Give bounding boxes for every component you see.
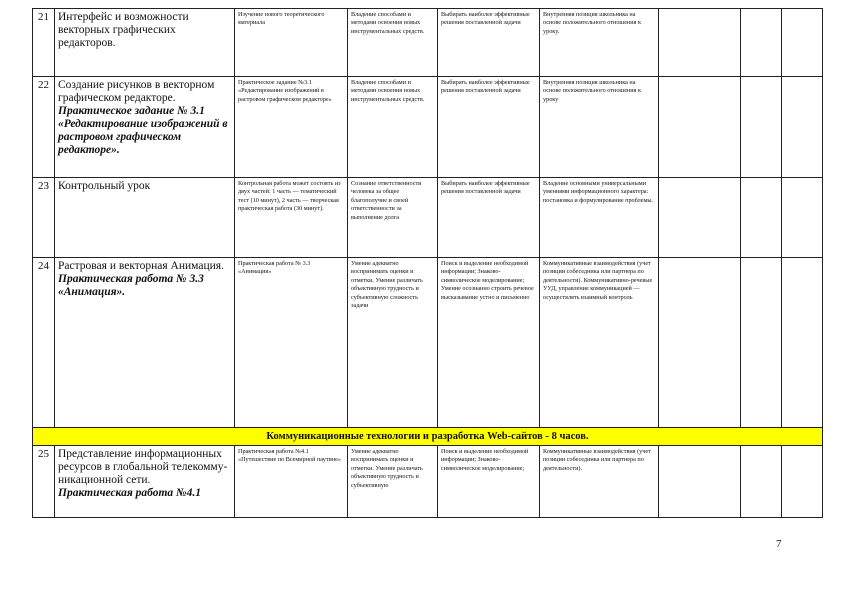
- empty-cell: [741, 258, 782, 428]
- section-header-row: [33, 428, 823, 446]
- table-row: [33, 446, 823, 518]
- page-number: 7: [776, 538, 782, 550]
- personal-outcomes: Сознание ответственности человека за общее благополучие и своей ответственности за выполнение долга: [348, 178, 438, 258]
- personal-outcomes: Умение адекватно воспринимать оценки и отметки. Умение различать объективную трудность и субъективную сложность задачи: [348, 258, 438, 428]
- row-number: 25: [33, 446, 55, 518]
- empty-cell: [782, 258, 823, 428]
- empty-cell: [659, 77, 741, 178]
- lesson-content: Контрольная работа может состоять из двух частей: 1 часть — тематический тест (10 минут), 2 часть — творческая практическая работа (30 минут).: [235, 178, 348, 258]
- empty-cell: [741, 178, 782, 258]
- regulatory-outcomes: Выбирать наиболее эффективные решения поставленной задачи: [438, 9, 540, 77]
- table-row: [33, 9, 823, 77]
- lesson-content: Изучение нового теоретического материала: [235, 9, 348, 77]
- communicative-outcomes: Коммуникативные взаимодействия (учет позиции собеседника или партнера по деятельности).: [540, 446, 659, 518]
- empty-cell: [741, 446, 782, 518]
- empty-cell: [659, 446, 741, 518]
- empty-cell: [659, 258, 741, 428]
- section-title: Коммуникационные технологии и разработка Web-сайтов - 8 часов.: [33, 428, 823, 446]
- personal-outcomes: Владение способами и методами освоения новых инструментальных средств.: [348, 77, 438, 178]
- regulatory-outcomes: Выбирать наиболее эффективные решения поставленной задачи: [438, 77, 540, 178]
- communicative-outcomes: Владение основными универсальными умениями информационного характера: постановка и формулирование проблемы.: [540, 178, 659, 258]
- personal-outcomes: Умение адекватно воспринимать оценки и отметки. Умение различать объективную трудность и субъективную: [348, 446, 438, 518]
- lesson-topic: Представление информационных ресурсов в глобальной телекомму-никационной сети. Практическая работа №4.1: [55, 446, 235, 518]
- table-row: [33, 77, 823, 178]
- communicative-outcomes: Внутренняя позиция школьника на основе положительного отношения к уроку.: [540, 9, 659, 77]
- table-row: [33, 178, 823, 258]
- row-number: 22: [33, 77, 55, 178]
- empty-cell: [782, 9, 823, 77]
- communicative-outcomes: Внутренняя позиция школьника на основе положительного отношения к уроку: [540, 77, 659, 178]
- empty-cell: [782, 446, 823, 518]
- lesson-topic: Растровая и векторная Анимация. Практическая работа № 3.3 «Анимация».: [55, 258, 235, 428]
- communicative-outcomes: Коммуникативные взаимодействия (учет позиции собеседника или партнера по деятельности). Коммуникативно-речевые УУД, управление коммуникацией — осуществлять взаимный контроль: [540, 258, 659, 428]
- row-number: 21: [33, 9, 55, 77]
- lesson-topic: Интерфейс и возможности векторных графических редакторов.: [55, 9, 235, 77]
- lesson-topic: Создание рисунков в векторном графическом редакторе. Практическое задание № 3.1 «Редактирование изображений в растровом графическом редакторе».: [55, 77, 235, 178]
- lesson-content: Практическое задание №3.1 «Редактирование изображений в растровом графическом редакторе»: [235, 77, 348, 178]
- lesson-content: Практическая работа № 3.3 «Анимация»: [235, 258, 348, 428]
- lesson-topic: Контрольный урок: [55, 178, 235, 258]
- regulatory-outcomes: Выбирать наиболее эффективные решения поставленной задачи: [438, 178, 540, 258]
- empty-cell: [782, 77, 823, 178]
- empty-cell: [741, 9, 782, 77]
- lesson-content: Практическая работа №4.1 «Путешествие по Всемирной паутине»: [235, 446, 348, 518]
- lesson-plan-table: [32, 8, 823, 518]
- empty-cell: [659, 9, 741, 77]
- regulatory-outcomes: Поиск и выделение необходимой информации; Знаково-символическое моделирование; Умение осознанно строить речевое высказывание устно и письменно: [438, 258, 540, 428]
- table-row: [33, 258, 823, 428]
- row-number: 24: [33, 258, 55, 428]
- personal-outcomes: Владение способами и методами освоения новых инструментальных средств.: [348, 9, 438, 77]
- row-number: 23: [33, 178, 55, 258]
- empty-cell: [782, 178, 823, 258]
- regulatory-outcomes: Поиск и выделение необходимой информации; Знаково-символическое моделирование;: [438, 446, 540, 518]
- empty-cell: [741, 77, 782, 178]
- empty-cell: [659, 178, 741, 258]
